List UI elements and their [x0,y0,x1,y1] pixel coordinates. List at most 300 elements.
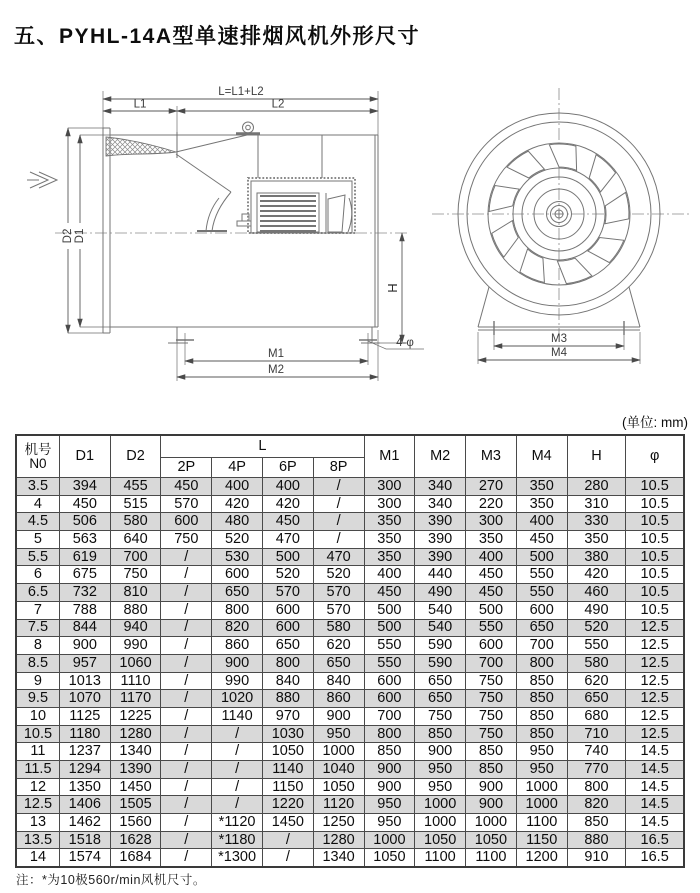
table-cell: / [212,796,263,814]
table-cell: 820 [567,796,626,814]
table-cell: 450 [161,478,212,496]
table-cell: 1000 [313,743,364,761]
table-cell: 5 [16,531,59,549]
table-cell: 350 [466,531,517,549]
table-cell: 450 [516,531,567,549]
table-cell: 850 [516,672,567,690]
col-header-m2: M2 [415,435,466,478]
table-cell: 1628 [110,831,161,849]
table-cell: 844 [59,619,110,637]
table-cell: 619 [59,548,110,566]
table-cell: 740 [567,743,626,761]
table-cell: 400 [364,566,415,584]
table-cell: 1013 [59,672,110,690]
table-cell: 640 [110,531,161,549]
table-cell: 500 [262,548,313,566]
table-cell: 1000 [415,814,466,832]
table-cell: 520 [313,566,364,584]
dim-label-d1: D1 [74,228,86,244]
table-cell: 350 [364,548,415,566]
table-cell: 530 [212,548,263,566]
table-cell: 1450 [110,778,161,796]
table-cell: 10.5 [626,531,684,549]
table-cell: 450 [262,513,313,531]
table-row [16,672,684,690]
dim-label-m2: M2 [268,364,284,376]
table-cell: 850 [567,814,626,832]
table-cell: 310 [567,495,626,513]
table-row [16,796,684,814]
table-cell: 580 [313,619,364,637]
table-cell: 850 [466,761,517,779]
table-row [16,725,684,743]
table-cell: 1180 [59,725,110,743]
table-cell: / [212,743,263,761]
table-cell: 650 [262,637,313,655]
table-cell: 13.5 [16,831,59,849]
table-cell: 1140 [212,707,263,725]
table-header [16,435,684,478]
table-cell: 570 [313,601,364,619]
lifting-eye-icon [236,122,260,134]
table-cell: 3.5 [16,478,59,496]
table-cell: 900 [212,654,263,672]
table-row [16,601,684,619]
table-cell: 12.5 [626,672,684,690]
table-cell: 470 [262,531,313,549]
table-cell: 880 [262,690,313,708]
table-cell: 650 [415,672,466,690]
table-cell: 1000 [516,778,567,796]
table-cell: 860 [313,690,364,708]
table-cell: 515 [110,495,161,513]
table-cell: 600 [466,637,517,655]
table-cell: / [262,849,313,867]
table-cell: 1225 [110,707,161,725]
table-cell: 520 [567,619,626,637]
table-cell: 300 [364,495,415,513]
table-cell: 4.5 [16,513,59,531]
table-cell: 1340 [110,743,161,761]
table-cell: 650 [415,690,466,708]
table-cell: 10.5 [626,566,684,584]
table-cell: 420 [262,495,313,513]
motor [248,178,355,233]
table-cell: 455 [110,478,161,496]
table-cell: 1000 [516,796,567,814]
table-cell: 500 [364,619,415,637]
table-cell: 950 [415,778,466,796]
table-cell: 600 [364,690,415,708]
table-cell: 1560 [110,814,161,832]
table-cell: 1000 [415,796,466,814]
table-cell: 460 [567,584,626,602]
table-cell: 14.5 [626,796,684,814]
table-cell: 750 [466,725,517,743]
table-cell: / [262,831,313,849]
table-cell: 590 [415,654,466,672]
table-cell: 710 [567,725,626,743]
table-cell: 14.5 [626,778,684,796]
table-row [16,707,684,725]
table-cell: 1060 [110,654,161,672]
table-cell: 850 [364,743,415,761]
dim-label-m3: M3 [551,333,567,345]
table-cell: 1125 [59,707,110,725]
table-cell: 14.5 [626,761,684,779]
dim-h [380,233,408,343]
table-cell: 700 [110,548,161,566]
table-cell: 957 [59,654,110,672]
table-cell: 750 [415,707,466,725]
dim-label-d2: D2 [62,228,74,244]
table-cell: 1020 [212,690,263,708]
table-cell: 1574 [59,849,110,867]
col-header-l-group: L [161,435,364,458]
table-cell: 12.5 [626,619,684,637]
table-cell: 900 [364,778,415,796]
table-cell: / [161,637,212,655]
table-cell: 540 [415,601,466,619]
table-cell: 880 [567,831,626,849]
table-row [16,761,684,779]
dim-label-l2: L2 [271,98,285,111]
table-cell: 850 [516,725,567,743]
table-cell: 750 [466,690,517,708]
table-row [16,637,684,655]
fan-casing [103,128,378,333]
table-cell: 1050 [415,831,466,849]
table-cell: 1350 [59,778,110,796]
table-cell: 940 [110,619,161,637]
table-cell: 11.5 [16,761,59,779]
table-cell: / [161,566,212,584]
table-cell: 900 [415,743,466,761]
table-cell: *1120 [212,814,263,832]
table-cell: 440 [415,566,466,584]
table-cell: 6.5 [16,584,59,602]
table-cell: 6 [16,566,59,584]
table-cell: 550 [466,619,517,637]
table-cell: 480 [212,513,263,531]
table-cell: 7.5 [16,619,59,637]
table-cell: 350 [516,478,567,496]
table-cell: 950 [364,814,415,832]
table-cell: 9.5 [16,690,59,708]
table-cell: 390 [415,531,466,549]
table-cell: 1462 [59,814,110,832]
table-cell: *1300 [212,849,263,867]
dim-label-m4: M4 [551,347,567,359]
table-cell: 1390 [110,761,161,779]
table-cell: 420 [212,495,263,513]
col-header-m1: M1 [364,435,415,478]
table-cell: 11 [16,743,59,761]
table-cell: 1406 [59,796,110,814]
table-cell: 450 [466,584,517,602]
table-cell: 800 [567,778,626,796]
table-cell: 1220 [262,796,313,814]
table-cell: 1100 [516,814,567,832]
table-cell: 8 [16,637,59,655]
table-cell: 788 [59,601,110,619]
col-header-2p: 2P [161,458,212,478]
table-cell: 1140 [262,761,313,779]
table-cell: 600 [364,672,415,690]
col-header-no [16,435,59,478]
table-cell: 650 [516,619,567,637]
table-cell: / [313,513,364,531]
table-cell: 10.5 [626,495,684,513]
table-cell: 700 [516,637,567,655]
table-cell: 880 [110,601,161,619]
table-cell: 910 [567,849,626,867]
table-cell: 900 [364,761,415,779]
table-cell: 300 [466,513,517,531]
table-cell: / [161,548,212,566]
table-cell: 400 [466,548,517,566]
table-cell: 700 [466,654,517,672]
table-cell: 800 [262,654,313,672]
table-cell: / [161,672,212,690]
table-cell: 1050 [262,743,313,761]
table-cell: 14.5 [626,743,684,761]
table-cell: / [161,743,212,761]
front-view-drawing [430,82,695,397]
table-cell: 1170 [110,690,161,708]
table-cell: 340 [415,478,466,496]
table-cell: 390 [415,513,466,531]
col-header-m3: M3 [466,435,517,478]
flow-arrow-icon [27,172,57,188]
table-cell: 1030 [262,725,313,743]
mounting-feet [168,327,380,343]
table-cell: 600 [262,601,313,619]
table-cell: / [313,531,364,549]
table-cell: 550 [567,637,626,655]
table-cell: 1237 [59,743,110,761]
dim-label-l-total: L=L1+L2 [218,86,264,98]
table-body [16,478,684,868]
table-cell: 1000 [364,831,415,849]
table-cell: 14 [16,849,59,867]
table-cell: / [212,725,263,743]
table-cell: 520 [262,566,313,584]
table-cell: / [161,849,212,867]
table-cell: 540 [415,619,466,637]
dim-label-l1: L1 [133,98,147,111]
table-cell: / [161,814,212,832]
table-cell: 563 [59,531,110,549]
table-cell: 750 [110,566,161,584]
table-row [16,690,684,708]
table-cell: 8.5 [16,654,59,672]
table-cell: 950 [516,761,567,779]
table-cell: 570 [161,495,212,513]
table-cell: 350 [364,531,415,549]
table-cell: 1280 [110,725,161,743]
table-cell: 900 [59,637,110,655]
table-cell: 12.5 [626,707,684,725]
page-title: 五、PYHL-14A型单速排烟风机外形尺寸 [14,25,421,48]
table-cell: / [161,761,212,779]
table-cell: 750 [466,672,517,690]
table-cell: 520 [212,531,263,549]
table-cell: 800 [516,654,567,672]
table-cell: 400 [516,513,567,531]
table-cell: 650 [313,654,364,672]
table-cell: 1050 [313,778,364,796]
table-cell: 16.5 [626,831,684,849]
table-cell: 900 [466,778,517,796]
table-cell: 500 [516,548,567,566]
dim-label-m1: M1 [268,348,284,360]
col-header-phi: φ [626,435,684,478]
table-cell: 380 [567,548,626,566]
table-cell: 650 [567,690,626,708]
table-cell: 506 [59,513,110,531]
table-cell: 550 [364,654,415,672]
table-cell: / [161,654,212,672]
table-cell: 1000 [466,814,517,832]
table-cell: 800 [364,725,415,743]
dim-d1 [74,135,110,327]
table-cell: 1684 [110,849,161,867]
dim-m1 [185,333,368,365]
table-cell: 1050 [466,831,517,849]
table-cell: 750 [466,707,517,725]
table-cell: 550 [516,584,567,602]
table-cell: 770 [567,761,626,779]
table-cell: 1150 [516,831,567,849]
table-cell: 1050 [364,849,415,867]
col-header-no-line1: 机号 [24,441,52,457]
table-cell: 580 [110,513,161,531]
motor-fins [260,196,316,231]
col-header-6p: 6P [262,458,313,478]
table-cell: 750 [161,531,212,549]
table-cell: 450 [364,584,415,602]
table-row [16,814,684,832]
table-row [16,531,684,549]
inlet-cone-hatch [106,137,176,156]
table-cell: 500 [364,601,415,619]
table-cell: / [212,761,263,779]
table-cell: 550 [516,566,567,584]
table-cell: 850 [466,743,517,761]
table-cell: / [161,725,212,743]
table-cell: 1200 [516,849,567,867]
table-cell: 9 [16,672,59,690]
col-header-h: H [567,435,626,478]
table-row [16,778,684,796]
table-cell: 990 [212,672,263,690]
table-row [16,513,684,531]
table-cell: / [313,478,364,496]
table-cell: 860 [212,637,263,655]
table-cell: 840 [262,672,313,690]
col-header-m4: M4 [516,435,567,478]
table-cell: 450 [466,566,517,584]
table-cell: 390 [415,548,466,566]
table-cell: 350 [364,513,415,531]
table-cell: 675 [59,566,110,584]
col-header-no-line2: N0 [29,455,47,471]
table-row [16,478,684,496]
table-row [16,584,684,602]
col-header-8p: 8P [313,458,364,478]
table-cell: 400 [262,478,313,496]
table-cell: 13 [16,814,59,832]
table-cell: 550 [364,637,415,655]
table-cell: / [161,831,212,849]
table-cell: 950 [415,761,466,779]
table-cell: 10.5 [16,725,59,743]
table-cell: / [161,707,212,725]
table-cell: 1110 [110,672,161,690]
table-cell: 1100 [466,849,517,867]
table-cell: 970 [262,707,313,725]
dim-l1-l2 [103,99,378,112]
table-cell: 950 [313,725,364,743]
table-cell: / [161,601,212,619]
table-cell: 570 [313,584,364,602]
table-cell: / [313,495,364,513]
table-cell: / [161,778,212,796]
table-cell: 950 [364,796,415,814]
table-cell: / [212,778,263,796]
table-cell: 570 [262,584,313,602]
table-row [16,495,684,513]
table-cell: 810 [110,584,161,602]
table-cell: 1450 [262,814,313,832]
table-cell: 12.5 [626,690,684,708]
table-cell: 600 [161,513,212,531]
table-cell: 220 [466,495,517,513]
table-cell: 700 [364,707,415,725]
table-cell: 1040 [313,761,364,779]
table-cell: 1294 [59,761,110,779]
dim-label-h: H [385,283,400,293]
table-cell: 300 [364,478,415,496]
table-cell: 1100 [415,849,466,867]
table-cell: 490 [415,584,466,602]
table-cell: 16.5 [626,849,684,867]
table-cell: 1518 [59,831,110,849]
motor-bracket [197,192,251,231]
table-cell: 500 [466,601,517,619]
table-row [16,831,684,849]
table-cell: 350 [516,495,567,513]
table-cell: 420 [567,566,626,584]
footnote: 注：*为10极560r/min风机尺寸。 [16,873,206,887]
table-cell: 10.5 [626,478,684,496]
table-cell: 270 [466,478,517,496]
col-header-d1: D1 [59,435,110,478]
table-cell: 900 [313,707,364,725]
col-header-4p: 4P [212,458,263,478]
table-cell: 340 [415,495,466,513]
table-cell: 900 [466,796,517,814]
table-cell: 850 [516,707,567,725]
table-cell: 600 [212,566,263,584]
col-header-d2: D2 [110,435,161,478]
table-cell: 600 [262,619,313,637]
table-cell: 850 [516,690,567,708]
table-cell: 990 [110,637,161,655]
table-cell: 5.5 [16,548,59,566]
unit-label: (单位: mm) [622,415,688,430]
